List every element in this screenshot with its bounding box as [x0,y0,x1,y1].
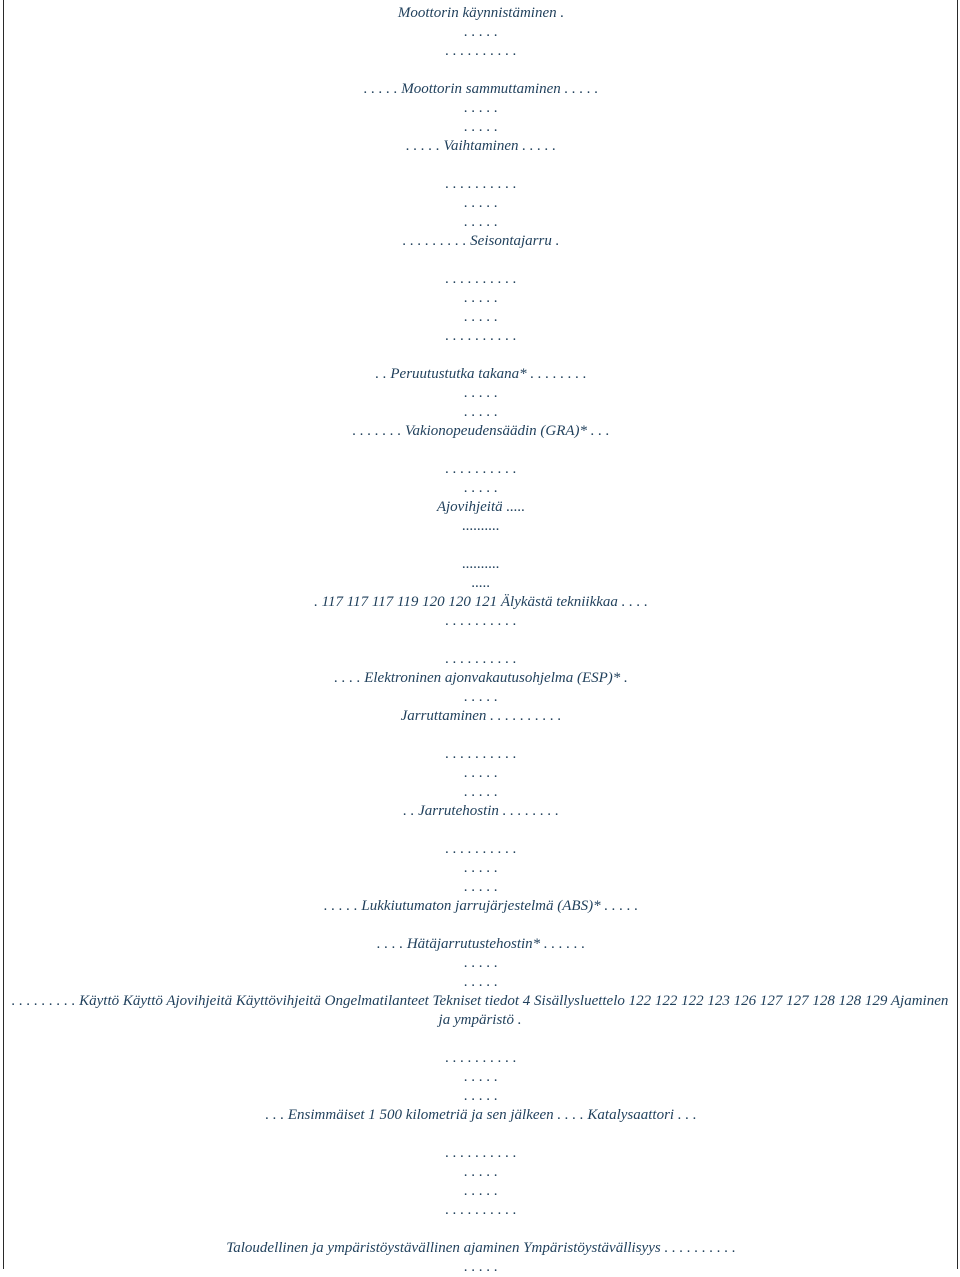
toc-line: . . . . . [464,195,498,211]
blank-line [6,1030,956,1049]
toc-line: . . . . . [464,309,498,325]
toc-line: . . . Ensimmäiset 1 500 kilometriä ja sen jälkeen . . . . Katalysaattori . . . [265,1107,697,1123]
toc-line: . . . . . . . . . Käyttö Käyttö Ajovihjeitä Käyttövihjeitä Ongelmatilanteet Tekniset tiedot 4 Sisällysluettelo 122 122 122 123 126 127 127 128 128 129 Ajaminen ja ympäristö . [11,993,949,1028]
toc-line: . . . . . [464,404,498,420]
blank-line [6,441,956,460]
toc-line: Moottorin käynnistäminen . [397,5,565,21]
page-border-left [3,0,4,1269]
toc-line: . . . . . [464,689,498,705]
toc-line: . . . . . [464,1259,498,1275]
toc-line: . . . . . [464,119,498,135]
toc-line: .......... [462,556,500,572]
toc-line: . . . . . [464,290,498,306]
table-of-contents [6,4,956,1277]
toc-line: Jarruttaminen . . . . . . . . . . [400,708,562,724]
blank-line [6,536,956,555]
toc-line: . . . . . [464,784,498,800]
toc-line: . . . . . . . Vakionopeudensäädin (GRA)* . . . [352,423,610,439]
toc-line: . . . . . . . . . . [445,1145,517,1161]
blank-line [6,346,956,365]
toc-line: . . . . . . . . . Seisontajarru . [402,233,560,249]
toc-line: . . . . Hätäjarrutustehostin* . . . . . . [376,936,586,952]
toc-line: . . . . . [464,480,498,496]
toc-line: . . . . . [464,1164,498,1180]
blank-line [6,916,956,935]
toc-line: . . . . . . . . . . [445,176,517,192]
toc-line: . . . . . Vaihtaminen . . . . . [406,138,556,154]
toc-line: . . . . . [464,1069,498,1085]
toc-line: . . . . . [464,860,498,876]
toc-line: . . Jarrutehostin . . . . . . . . [403,803,559,819]
blank-line [6,821,956,840]
toc-line: . . . . . [464,974,498,990]
toc-line: . . . . . . . . . . [445,271,517,287]
toc-line: . . . . . . . . . . [445,1202,517,1218]
blank-line [6,631,956,650]
toc-line: . . . . . [464,1183,498,1199]
toc-line: . . . . . [464,100,498,116]
toc-line: . . . . . . . . . . [445,613,517,629]
toc-line: . . . . . [464,955,498,971]
toc-line: . . . . . . . . . . [445,841,517,857]
toc-line: .......... [462,518,500,534]
blank-line [6,1220,956,1239]
toc-line: . . . . . [464,385,498,401]
toc-line: ..... [471,575,491,591]
toc-line: Taloudellinen ja ympäristöystävällinen ajaminen Ympäristöystävällisyys . . . . . . . . . . [226,1240,736,1256]
toc-line: . . . . . . . . . . [445,461,517,477]
toc-line: . . . . . [464,879,498,895]
blank-line [6,156,956,175]
toc-line: Ajovihjeitä ..... [436,499,526,515]
toc-line: . . . . . Moottorin sammuttaminen . . . . . [363,81,599,97]
blank-line [6,726,956,745]
toc-line: . . Peruutustutka takana* . . . . . . . . [375,366,587,382]
blank-line [6,61,956,80]
toc-line: . . . . Elektroninen ajonvakautusohjelma (ESP)* . [334,670,628,686]
toc-line: . . . . . [464,765,498,781]
toc-line: . . . . . [464,1088,498,1104]
toc-line: . 117 117 117 119 120 120 121 Älykästä tekniikkaa . . . . [314,594,648,610]
toc-line: . . . . . . . . . . [445,746,517,762]
page-border-right [957,0,958,1269]
toc-line: . . . . . . . . . . [445,1050,517,1066]
blank-line [6,251,956,270]
toc-line: . . . . . [464,214,498,230]
toc-line: . . . . . . . . . . [445,43,517,59]
toc-line: . . . . . . . . . . [445,651,517,667]
toc-line: . . . . . . . . . . [445,328,517,344]
toc-line: . . . . . Lukkiutumaton jarrujärjestelmä (ABS)* . . . . . [323,898,639,914]
blank-line [6,1125,956,1144]
toc-line: . . . . . [464,24,498,40]
